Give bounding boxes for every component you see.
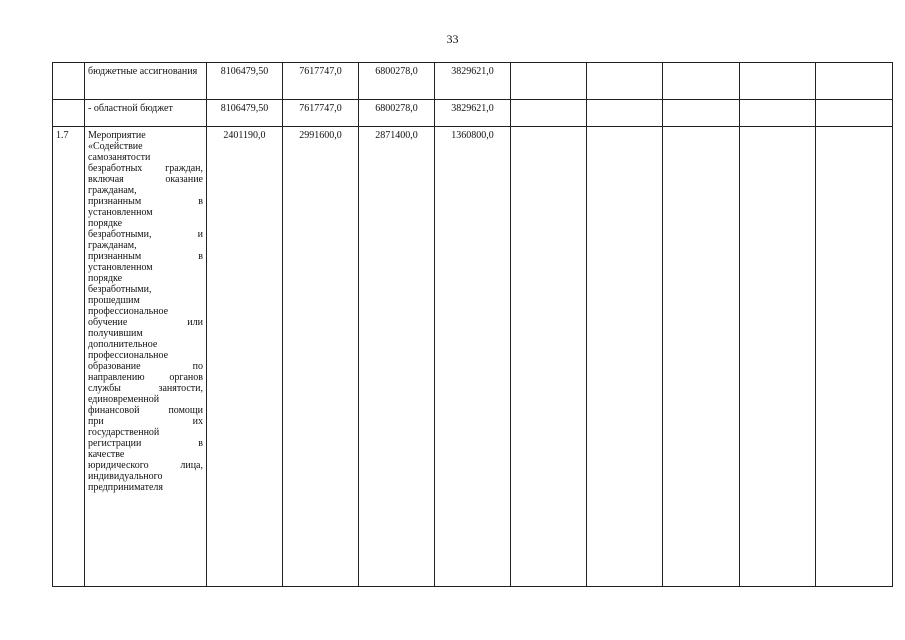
description-line: прошедшим xyxy=(88,295,140,306)
description-line: профессиональное xyxy=(88,306,169,317)
value-cell xyxy=(816,127,893,587)
description-line: безработных граждан, xyxy=(88,163,203,174)
description-line: образование по xyxy=(88,361,203,372)
value-cell: 8106479,50 xyxy=(207,100,283,127)
measure-description-cell xyxy=(85,127,207,587)
value-cell xyxy=(511,100,587,127)
value-cell xyxy=(511,127,587,587)
description-line: безработными, и xyxy=(88,229,203,240)
description-line: профессиональное xyxy=(88,350,169,361)
description-line: единовременной xyxy=(88,394,160,405)
table-row xyxy=(53,127,893,587)
description-line: дополнительное xyxy=(88,339,158,350)
value-cell: 2401190,0 xyxy=(207,127,283,587)
value-cell: 3829621,0 xyxy=(435,100,511,127)
value-cell: 7617747,0 xyxy=(283,100,359,127)
value-cell xyxy=(816,100,893,127)
value-cell xyxy=(663,100,740,127)
description-line: юридического лица, xyxy=(88,460,203,471)
value-cell xyxy=(663,127,740,587)
description-line: государственной xyxy=(88,427,160,438)
table-row xyxy=(53,100,893,127)
description-line: финансовой помощи xyxy=(88,405,203,416)
value-cell: 1360800,0 xyxy=(435,127,511,587)
description-line: качестве xyxy=(88,449,125,460)
row-code-cell xyxy=(53,100,85,127)
value-cell xyxy=(740,100,816,127)
description-line: включая оказание xyxy=(88,174,203,185)
row-code-cell: 1.7 xyxy=(53,127,85,587)
description-line: регистрации в xyxy=(88,438,203,449)
budget-table xyxy=(52,62,893,587)
description-line: гражданам, xyxy=(88,185,137,196)
description-line: Мероприятие xyxy=(88,130,146,141)
description-line: обучение или xyxy=(88,317,203,328)
description-line: гражданам, xyxy=(88,240,137,251)
description-line: установленном xyxy=(88,207,153,218)
value-cell xyxy=(740,63,816,100)
row-code-cell xyxy=(53,63,85,100)
description-line: порядке xyxy=(88,218,123,229)
description-line: индивидуального xyxy=(88,471,163,482)
value-cell xyxy=(587,127,663,587)
description-line: установленном xyxy=(88,262,153,273)
description-line: безработными, xyxy=(88,284,152,295)
value-cell xyxy=(511,63,587,100)
value-cell: 2991600,0 xyxy=(283,127,359,587)
value-cell xyxy=(816,63,893,100)
value-cell: 3829621,0 xyxy=(435,63,511,100)
value-cell: 6800278,0 xyxy=(359,63,435,100)
description-line: получившим xyxy=(88,328,143,339)
description-line: «Содействие xyxy=(88,141,143,152)
description-line: предпринимателя xyxy=(88,482,163,493)
value-cell xyxy=(587,63,663,100)
description-line: при их xyxy=(88,416,203,427)
table-row xyxy=(53,63,893,100)
description-line: самозанятости xyxy=(88,152,151,163)
value-cell: 2871400,0 xyxy=(359,127,435,587)
row-name-cell: бюджетные ассигнования xyxy=(85,63,207,100)
description-line: признанным в xyxy=(88,196,203,207)
value-cell: 8106479,50 xyxy=(207,63,283,100)
value-cell xyxy=(587,100,663,127)
page-number: 33 xyxy=(446,32,459,46)
description-line: направлению органов xyxy=(88,372,203,383)
value-cell: 7617747,0 xyxy=(283,63,359,100)
description-line: порядке xyxy=(88,273,123,284)
description-line: признанным в xyxy=(88,251,203,262)
description-line: службы занятости, xyxy=(88,383,203,394)
value-cell xyxy=(663,63,740,100)
value-cell xyxy=(740,127,816,587)
row-name-cell: - областной бюджет xyxy=(85,100,207,127)
value-cell: 6800278,0 xyxy=(359,100,435,127)
